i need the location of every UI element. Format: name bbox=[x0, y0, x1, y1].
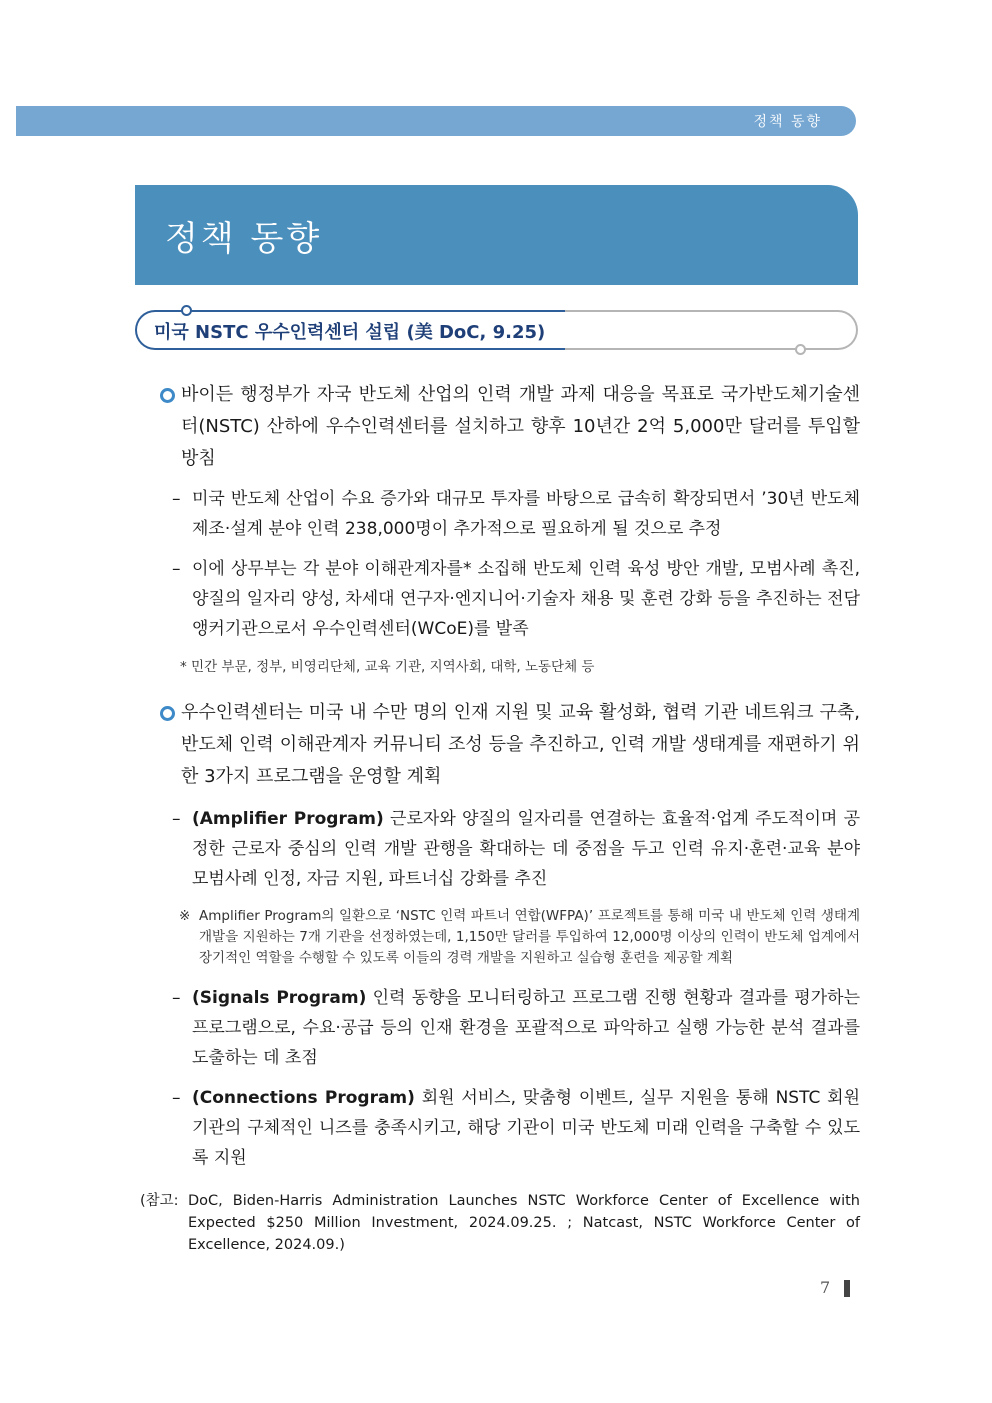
section-dot-icon bbox=[181, 305, 192, 316]
dash-mark: – bbox=[172, 988, 181, 1008]
section-dot-icon bbox=[795, 344, 806, 355]
page-title: 정책 동향 bbox=[165, 219, 323, 259]
bullet-text: 바이든 행정부가 자국 반도체 산업의 인력 개발 과제 대응을 목표로 국가반도체기술센터(NSTC) 산하에 우수인력센터를 설치하고 향후 10년간 2억 5,000만 달러를 투입할 방침 bbox=[181, 384, 860, 469]
page-number: 7 bbox=[820, 1278, 831, 1297]
sub-item-text: 이에 상무부는 각 분야 이해관계자를* 소집해 반도체 인력 육성 방안 개발, 모범사례 촉진, 양질의 일자리 양성, 차세대 연구자·엔지니어·기술자 채용 및 훈련 강화 등을 추진하는 전담 앵커기관으로서 우수인력센터(WCoE)를 발족 bbox=[192, 559, 860, 639]
circle-bullet-icon bbox=[160, 388, 175, 403]
bullet-text: 우수인력센터는 미국 내 수만 명의 인재 지원 및 교육 활성화, 협력 기관 네트워크 구축, 반도체 인력 이해관계자 커뮤니티 조성 등을 추진하고, 인력 개발 생태계를 재편하기 위한 3가지 프로그램을 운영할 계획 bbox=[181, 702, 860, 787]
footnote: * 민간 부문, 정부, 비영리단체, 교육 기관, 지역사회, 대학, 노동단체 등 bbox=[180, 659, 595, 675]
program-description: 근로자와 양질의 일자리를 연결하는 효율적·업계 주도적이며 공정한 근로자 중심의 인력 개발 관행을 확대하는 데 중점을 두고 인력 유지·훈련·교육 분야 모범사례 인정, 자금 지원, 파트너십 강화를 추진 bbox=[192, 809, 861, 889]
sub-item bbox=[172, 983, 860, 1073]
note-text: Amplifier Program의 일환으로 ‘NSTC 인력 파트너 연합(WFPA)’ 프로젝트를 통해 미국 내 반도체 인력 생태계 개발을 지원하는 7개 기관을 선정하였는데, 1,150만 달러를 투입하여 12,000명 이상의 인력이 반도체 업계에서 장기적인 역할을 수행할 수 있도록 이들의 경력 개발을 지원하고 실습형 훈련을 제공할 계획 bbox=[199, 908, 860, 966]
dash-mark: – bbox=[172, 1088, 181, 1108]
bullet-item bbox=[160, 697, 860, 793]
dash-mark: – bbox=[172, 809, 181, 829]
program-description: 회원 서비스, 맞춤형 이벤트, 실무 지원을 통해 NSTC 회원 기관의 구체적인 니즈를 충족시키고, 해당 기관이 미국 반도체 미래 인력을 구축할 수 있도록 지원 bbox=[192, 1088, 860, 1168]
page-marker bbox=[844, 1280, 850, 1297]
reference-label: (참고: bbox=[140, 1193, 179, 1209]
sub-item bbox=[172, 804, 860, 894]
section-heading: 미국 NSTC 우수인력센터 설립 (美 DoC, 9.25) bbox=[154, 322, 546, 343]
sub-item bbox=[172, 1083, 860, 1173]
program-name: (Amplifier Program) bbox=[192, 809, 384, 829]
sub-item bbox=[172, 484, 860, 544]
program-name: (Signals Program) bbox=[192, 988, 367, 1008]
dash-mark: – bbox=[172, 559, 181, 579]
sub-item-text: 미국 반도체 산업이 수요 증가와 대규모 투자를 바탕으로 급속히 확장되면서 ’30년 반도체 제조·설계 분야 인력 238,000명이 추가적으로 필요하게 될 것으로 추정 bbox=[192, 489, 860, 539]
sub-item-text bbox=[192, 983, 860, 1073]
program-note bbox=[179, 906, 860, 969]
bullet-item bbox=[160, 379, 860, 475]
program-name: (Connections Program) bbox=[192, 1088, 415, 1108]
circle-bullet-icon bbox=[160, 706, 175, 721]
reference-text: DoC, Biden-Harris Administration Launches NSTC Workforce Center of Excellence with Expected $250 Million Investment, 2024.09.25. ; Natcast, NSTC Workforce Center of Excellence, 2024.09.) bbox=[188, 1193, 860, 1253]
program-description: 인력 동향을 모니터링하고 프로그램 진행 현황과 결과를 평가하는 프로그램으로, 수요·공급 등의 인재 환경을 포괄적으로 파악하고 실행 가능한 분석 결과를 도출하는 데 초점 bbox=[192, 988, 860, 1068]
header-bar bbox=[16, 106, 856, 136]
reference bbox=[140, 1190, 860, 1256]
sub-item bbox=[172, 554, 860, 644]
dash-mark: – bbox=[172, 489, 181, 509]
header-label: 정책 동향 bbox=[753, 114, 822, 130]
note-mark: ※ bbox=[179, 908, 191, 924]
sub-item-text bbox=[192, 1083, 860, 1173]
title-banner bbox=[135, 185, 858, 285]
sub-item-text bbox=[192, 804, 860, 894]
